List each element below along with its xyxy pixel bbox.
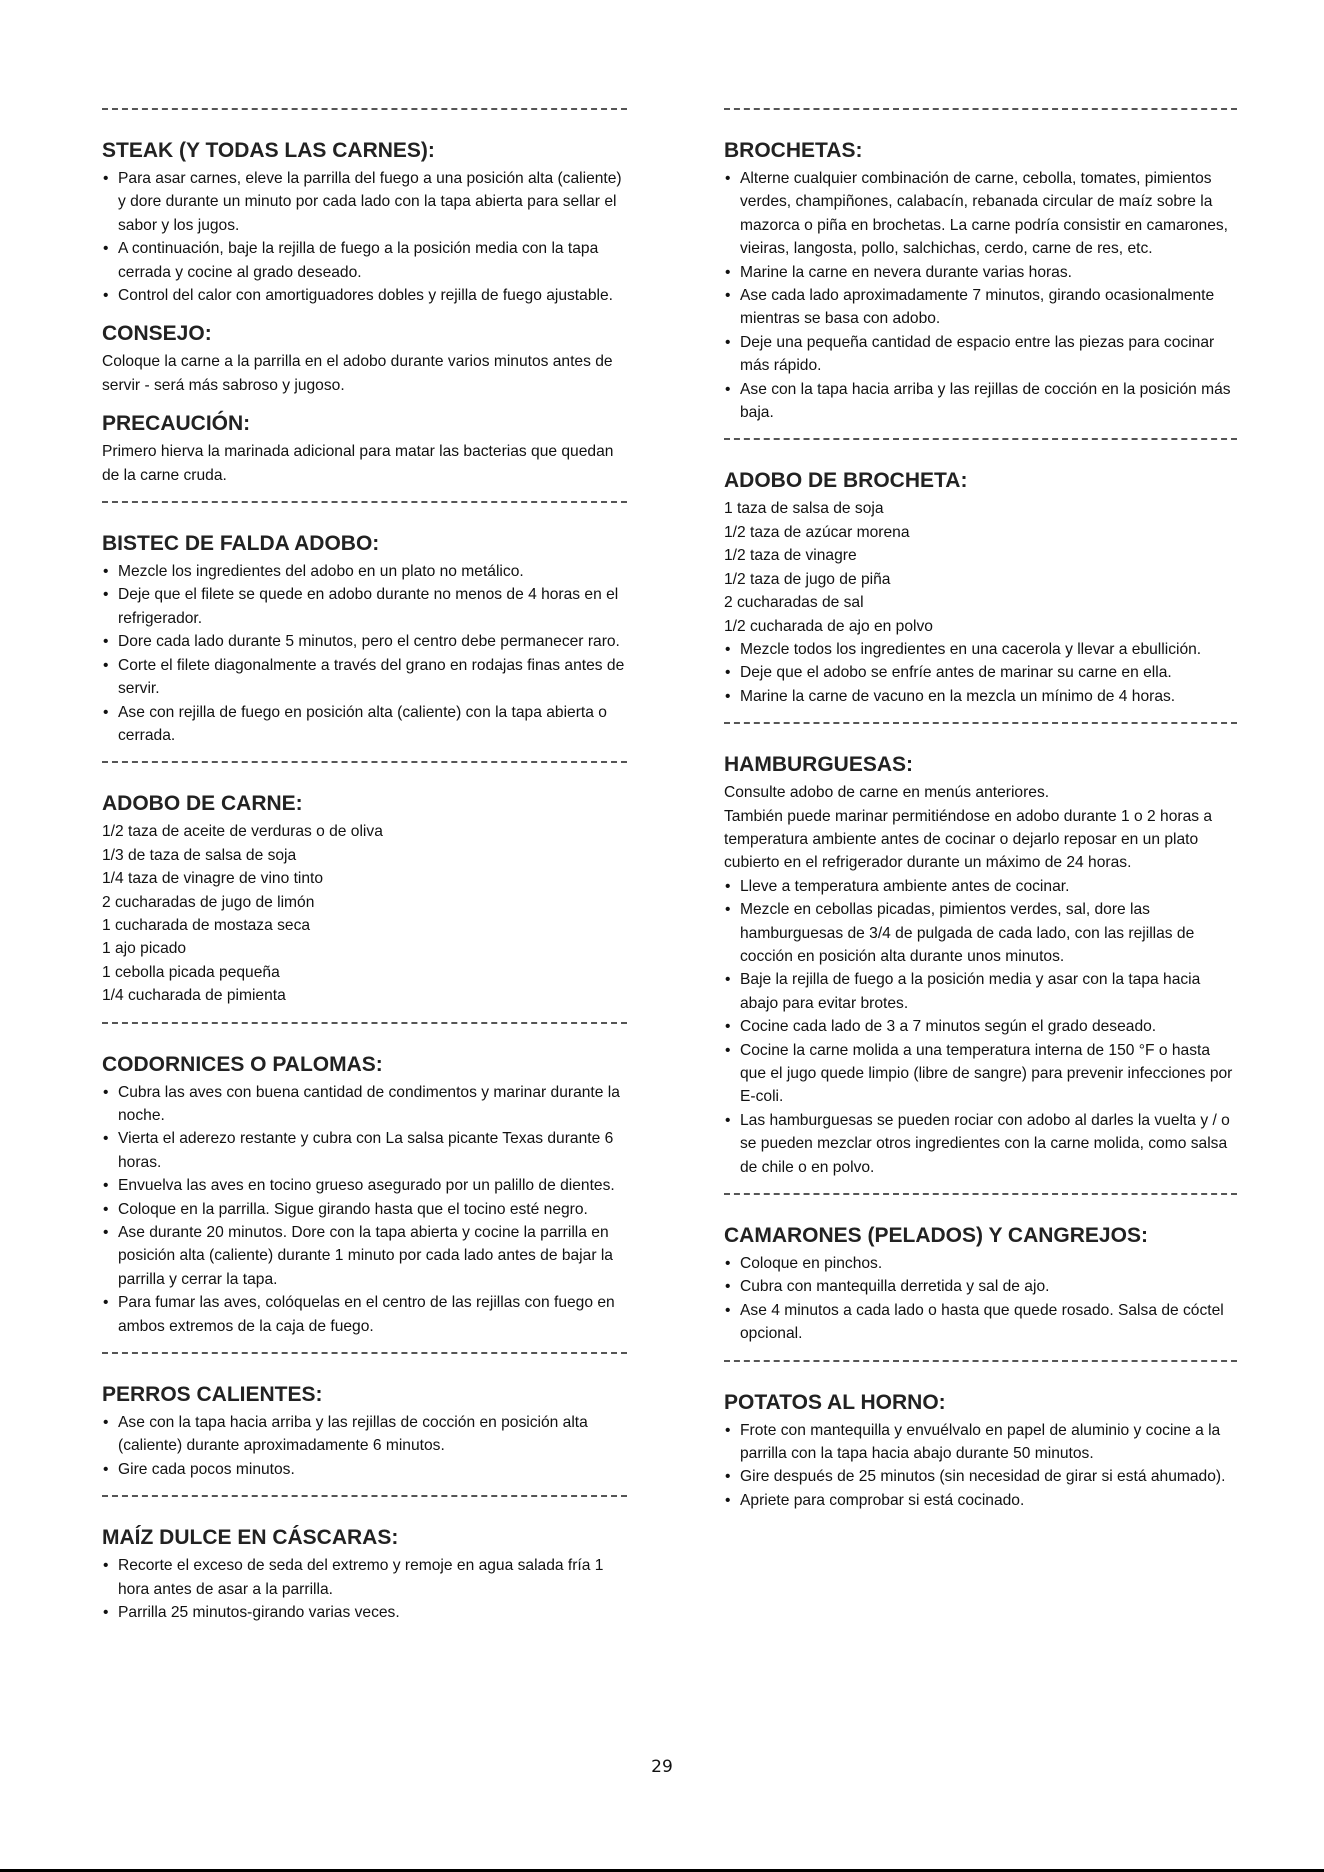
page-number: 29 [651, 1757, 673, 1777]
bullet-item: • Apriete para comprobar si está cocinado. [724, 1489, 1237, 1512]
section-heading: BISTEC DE FALDA ADOBO: [102, 532, 380, 556]
section-codornices-o-palomas [102, 1052, 627, 1338]
bullet-list [724, 1252, 1237, 1346]
bullet-item: • Gire después de 25 minutos (sin necesidad de girar si está ahumado). [724, 1465, 1237, 1488]
section-divider [724, 438, 1237, 440]
bullet-item: • Cocine la carne molida a una temperatura interna de 150 °F o hasta que el jugo quede limpio (libre de sangre) para prevenir infecciones por E-coli. [724, 1039, 1237, 1109]
text-line: 1/2 taza de azúcar morena [724, 523, 910, 541]
bullet-item: • Vierta el aderezo restante y cubra con La salsa picante Texas durante 6 horas. [102, 1127, 627, 1174]
section-bistec-de-falda-adobo [102, 531, 627, 747]
bullet-item: • Deje que el filete se quede en adobo durante no menos de 4 horas en el refrigerador. [102, 583, 627, 630]
section-heading: CODORNICES O PALOMAS: [102, 1052, 383, 1076]
section-heading: MAÍZ DULCE EN CÁSCARAS: [102, 1526, 399, 1550]
text-line: Primero hierva la marinada adicional para matar las bacterias que quedan de la carne cruda. [102, 443, 614, 484]
bullet-item: • Lleve a temperatura ambiente antes de cocinar. [724, 875, 1237, 898]
bullet-item: • Ase cada lado aproximadamente 7 minutos, girando ocasionalmente mientras se basa con adobo. [724, 284, 1237, 331]
bullet-list [724, 638, 1237, 708]
section-steak-y-todas-las-carnes [102, 138, 627, 307]
bullet-item: • Coloque en la parrilla. Sigue girando hasta que el tocino esté negro. [102, 1198, 627, 1221]
bullet-list [724, 875, 1237, 1179]
section-adobo-de-brocheta [724, 468, 1237, 708]
bullet-item: • Dore cada lado durante 5 minutos, pero el centro debe permanecer raro. [102, 630, 627, 653]
bullet-list [102, 560, 627, 747]
text-line: 2 cucharadas de sal [724, 594, 864, 612]
left-column [102, 108, 627, 1638]
text-line: 1/2 cucharada de ajo en polvo [724, 617, 933, 635]
bullet-item: • Para fumar las aves, colóquelas en el centro de las rejillas con fuego en ambos extremos de la caja de fuego. [102, 1291, 627, 1338]
text-line: 1 cucharada de mostaza seca [102, 916, 311, 934]
bullet-item: • Envuelva las aves en tocino grueso asegurado por un palillo de dientes. [102, 1174, 627, 1197]
bullet-list [102, 1411, 627, 1481]
section-potatos-al-horno [724, 1390, 1237, 1513]
text-line: También puede marinar permitiéndose en adobo durante 1 o 2 horas a temperatura ambiente antes de cocinar o dejarlo reposar en un plato cubierto en el refrigerador durante un máximo de 24 horas. [724, 807, 1213, 872]
bullet-item: • Coloque en pinchos. [724, 1252, 1237, 1275]
bullet-item: • Frote con mantequilla y envuélvalo en papel de aluminio y cocine a la parrilla con la tapa hacia abajo durante 50 minutos. [724, 1419, 1237, 1466]
text-line: 1/4 cucharada de pimienta [102, 987, 286, 1005]
section-precaucion [102, 411, 627, 487]
right-column [724, 108, 1237, 1526]
bullet-list [102, 1081, 627, 1338]
bullet-list [724, 1419, 1237, 1513]
section-heading: CAMARONES (PELADOS) Y CANGREJOS: [724, 1224, 1148, 1248]
section-divider [102, 1352, 627, 1354]
section-heading: STEAK (Y TODAS LAS CARNES): [102, 139, 435, 162]
text-line: 1/2 taza de aceite de verduras o de oliva [102, 823, 383, 841]
bullet-item: • Cubra con mantequilla derretida y sal de ajo. [724, 1275, 1237, 1298]
bullet-item: • Recorte el exceso de seda del extremo y remoje en agua salada fría 1 hora antes de asar a la parrilla. [102, 1554, 627, 1601]
bullet-item: • Cocine cada lado de 3 a 7 minutos según el grado deseado. [724, 1015, 1237, 1038]
bullet-item: • Mezcle en cebollas picadas, pimientos verdes, sal, dore las hamburguesas de 3/4 de pulgada de cada lado, con las rejillas de cocción en posición alta durante unos minutos. [724, 898, 1237, 968]
section-divider [102, 1495, 627, 1497]
section-divider [724, 1360, 1237, 1362]
text-line: 1/2 taza de jugo de piña [724, 570, 891, 588]
section-divider [102, 108, 627, 110]
bullet-item: • Mezcle todos los ingredientes en una cacerola y llevar a ebullición. [724, 638, 1237, 661]
bullet-item: • Ase 4 minutos a cada lado o hasta que quede rosado. Salsa de cóctel opcional. [724, 1299, 1237, 1346]
bullet-list [724, 167, 1237, 424]
text-line: Coloque la carne a la parrilla en el adobo durante varios minutos antes de servir - será más sabroso y jugoso. [102, 353, 613, 394]
bullet-item: • Parrilla 25 minutos-girando varias veces. [102, 1601, 627, 1624]
section-heading: PERROS CALIENTES: [102, 1383, 323, 1407]
bullet-item: • Corte el filete diagonalmente a través del grano en rodajas finas antes de servir. [102, 654, 627, 701]
bullet-item: • Ase durante 20 minutos. Dore con la tapa abierta y cocine la parrilla en posición alta (caliente) durante 1 minuto por cada lado antes de bajar la parrilla y cerrar la tapa. [102, 1221, 627, 1291]
section-consejo [102, 321, 627, 397]
section-heading: CONSEJO: [102, 322, 212, 346]
section-heading: POTATOS AL HORNO: [724, 1390, 946, 1414]
section-divider [102, 761, 627, 763]
bullet-item: • Mezcle los ingredientes del adobo en un plato no metálico. [102, 560, 627, 583]
bullet-item: • Ase con la tapa hacia arriba y las rejillas de cocción en posición alta (caliente) durante aproximadamente 6 minutos. [102, 1411, 627, 1458]
text-line: 1/4 taza de vinagre de vino tinto [102, 870, 324, 888]
section-heading: ADOBO DE BROCHETA: [724, 469, 968, 493]
text-line: Consulte adobo de carne en menús anteriores. [724, 784, 1050, 802]
section-hamburguesas [724, 752, 1237, 1179]
section-divider [102, 501, 627, 503]
section-divider [102, 1022, 627, 1024]
bullet-item: • Ase con la tapa hacia arriba y las rejillas de cocción en la posición más baja. [724, 378, 1237, 425]
section-maiz-dulce-en-cascaras [102, 1525, 627, 1624]
section-heading: ADOBO DE CARNE: [102, 792, 303, 816]
section-heading: PRECAUCIÓN: [102, 412, 251, 436]
section-divider [724, 108, 1237, 110]
bullet-item: • Baje la rejilla de fuego a la posición media y asar con la tapa hacia abajo para evitar brotes. [724, 968, 1237, 1015]
bullet-item: • Deje una pequeña cantidad de espacio entre las piezas para cocinar más rápido. [724, 331, 1237, 378]
text-line: 1 ajo picado [102, 940, 187, 958]
bullet-item: • Las hamburguesas se pueden rociar con adobo al darles la vuelta y / o se pueden mezclar otros ingredientes con la carne molida, como salsa de chile o en polvo. [724, 1109, 1237, 1179]
section-divider [724, 1193, 1237, 1195]
bullet-item: • Ase con rejilla de fuego en posición alta (caliente) con la tapa abierta o cerrada. [102, 701, 627, 748]
text-line: 1/2 taza de vinagre [724, 547, 857, 565]
bullet-item: • Deje que el adobo se enfríe antes de marinar su carne en ella. [724, 661, 1237, 684]
bullet-item: • Marine la carne de vacuno en la mezcla un mínimo de 4 horas. [724, 685, 1237, 708]
section-divider [724, 722, 1237, 724]
bullet-item: • Control del calor con amortiguadores dobles y rejilla de fuego ajustable. [102, 284, 627, 307]
bullet-item: • Marine la carne en nevera durante varias horas. [724, 261, 1237, 284]
text-line: 1 cebolla picada pequeña [102, 963, 280, 981]
bullet-item: • Cubra las aves con buena cantidad de condimentos y marinar durante la noche. [102, 1081, 627, 1128]
bullet-item: • Para asar carnes, eleve la parrilla del fuego a una posición alta (caliente) y dore durante un minuto por cada lado con la tapa abierta para sellar el sabor y los jugos. [102, 167, 627, 237]
section-perros-calientes [102, 1382, 627, 1481]
section-heading: HAMBURGUESAS: [724, 753, 913, 777]
section-camarones-pelados-y-cangrejos [724, 1223, 1237, 1346]
text-line: 1/3 de taza de salsa de soja [102, 846, 297, 864]
section-heading: BROCHETAS: [724, 139, 863, 162]
bullet-item: • Gire cada pocos minutos. [102, 1458, 627, 1481]
text-line: 1 taza de salsa de soja [724, 500, 884, 518]
bullet-list [102, 167, 627, 307]
bullet-item: • Alterne cualquier combinación de carne, cebolla, tomates, pimientos verdes, champiñones, calabacín, rebanada circular de maíz sobre la mazorca o piña en brochetas. La carne podría consistir en camarones, vieiras, langosta, pollo, salchichas, cerdo, carne de res, etc. [724, 167, 1237, 261]
section-brochetas [724, 138, 1237, 424]
bullet-item: • A continuación, baje la rejilla de fuego a la posición media con la tapa cerrada y cocine al grado deseado. [102, 237, 627, 284]
text-line: 2 cucharadas de jugo de limón [102, 893, 315, 911]
section-adobo-de-carne [102, 791, 627, 1007]
bullet-list [102, 1554, 627, 1624]
